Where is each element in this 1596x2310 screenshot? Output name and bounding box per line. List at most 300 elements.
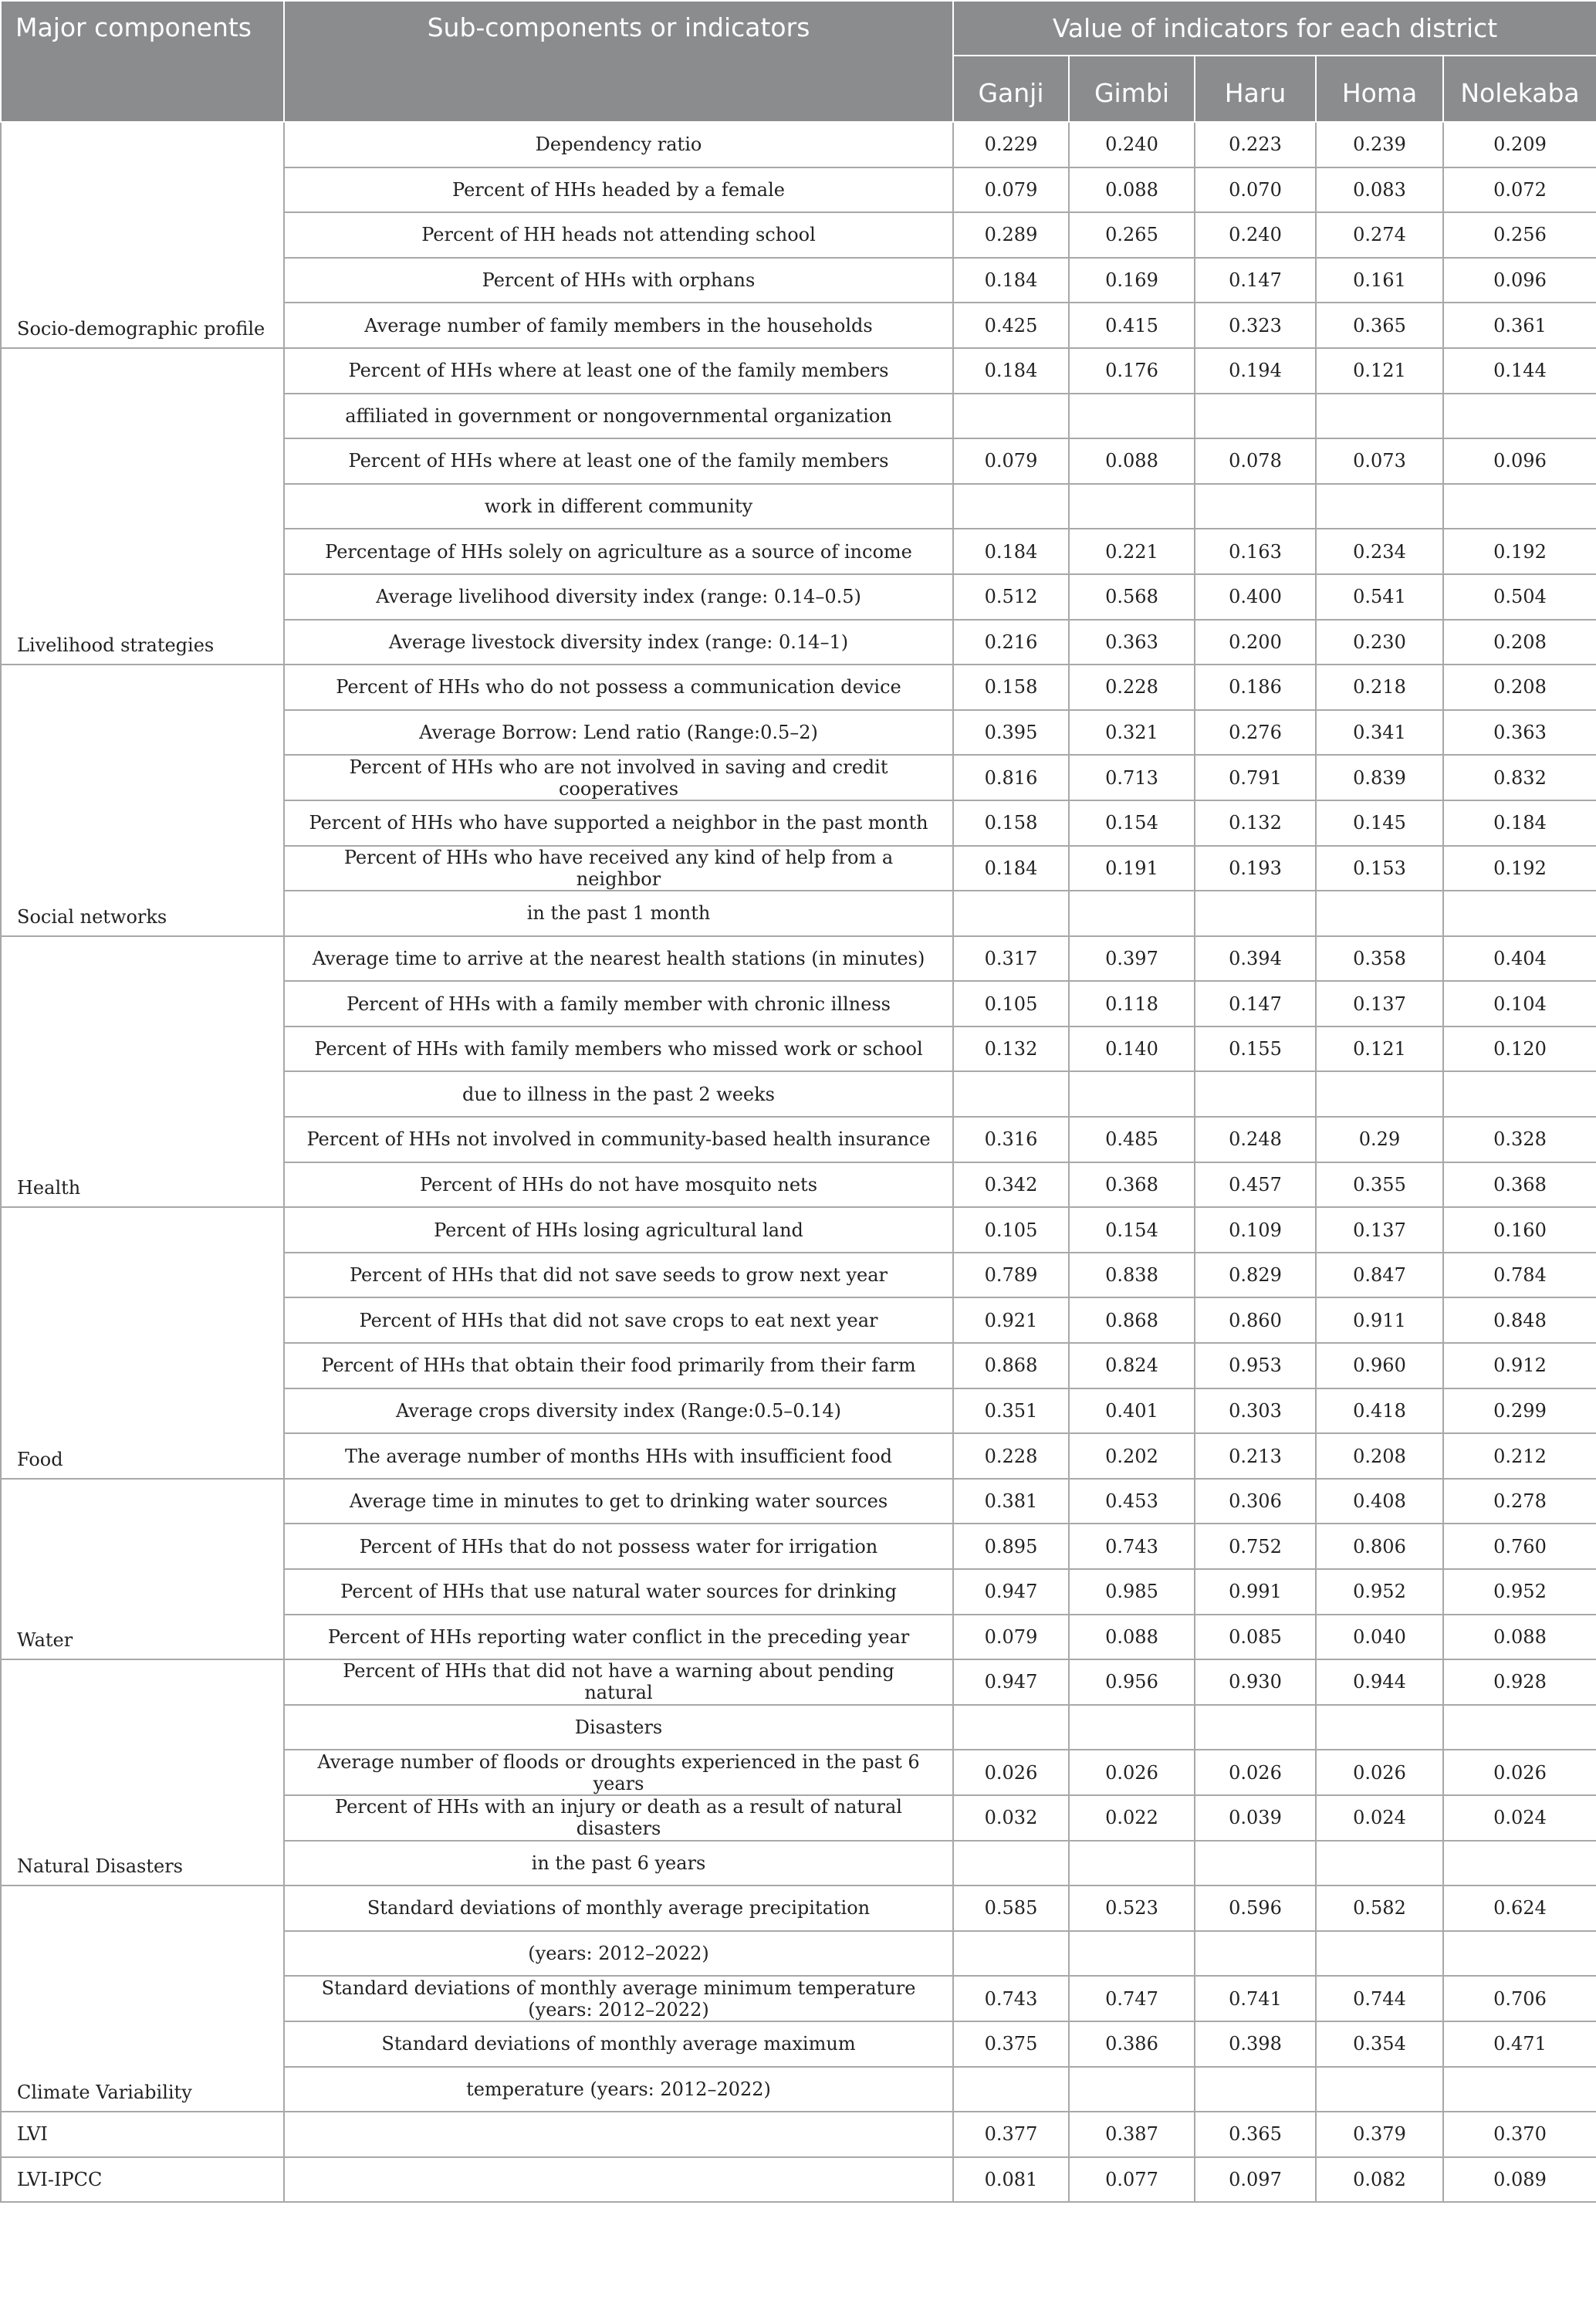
value-cell: 0.354	[1316, 2021, 1443, 2067]
value-cell	[1316, 394, 1443, 439]
indicator-label-cell: Average number of floods or droughts experienced in the past 6 years	[284, 1750, 953, 1795]
value-cell: 0.228	[1069, 665, 1195, 710]
value-cell: 0.985	[1069, 1569, 1195, 1615]
value-cell: 0.184	[953, 529, 1069, 574]
value-cell: 0.109	[1195, 1207, 1316, 1253]
value-cell: 0.401	[1069, 1388, 1195, 1434]
value-cell: 0.154	[1069, 1207, 1195, 1253]
value-cell	[1069, 891, 1195, 936]
table-row	[1, 348, 1596, 394]
value-cell: 0.193	[1195, 846, 1316, 891]
value-cell	[1195, 484, 1316, 529]
value-cell: 0.118	[1069, 981, 1195, 1026]
value-cell: 0.140	[1069, 1026, 1195, 1072]
value-cell: 0.485	[1069, 1117, 1195, 1162]
value-cell	[1316, 1841, 1443, 1886]
indicator-label-cell: affiliated in government or nongovernmental organization	[284, 394, 953, 439]
indicator-label-cell: Percent of HHs that obtain their food primarily from their farm	[284, 1343, 953, 1388]
value-cell: 0.184	[953, 846, 1069, 891]
value-cell: 0.144	[1443, 348, 1596, 394]
value-cell: 0.070	[1195, 167, 1316, 213]
value-cell: 0.121	[1316, 1026, 1443, 1072]
value-cell: 0.218	[1316, 665, 1443, 710]
indicator-label-cell: Percent of HHs that use natural water sources for drinking	[284, 1569, 953, 1615]
major-component-cell: Health	[1, 936, 284, 1208]
value-cell: 0.039	[1195, 1795, 1316, 1841]
major-component-cell: Climate Variability	[1, 1886, 284, 2112]
value-cell: 0.085	[1195, 1615, 1316, 1660]
value-cell	[953, 2067, 1069, 2112]
value-cell: 0.132	[953, 1026, 1069, 1072]
value-cell: 0.341	[1316, 710, 1443, 756]
value-cell: 0.299	[1443, 1388, 1596, 1434]
value-cell: 0.365	[1316, 303, 1443, 348]
value-cell: 0.541	[1316, 574, 1443, 620]
indicator-label-cell: Average crops diversity index (Range:0.5–0.14)	[284, 1388, 953, 1434]
value-cell: 0.145	[1316, 800, 1443, 846]
value-cell: 0.239	[1316, 122, 1443, 167]
index-value-cell: 0.377	[953, 2112, 1069, 2157]
value-cell: 0.457	[1195, 1162, 1316, 1208]
value-cell: 0.169	[1069, 258, 1195, 303]
value-cell: 0.921	[953, 1297, 1069, 1343]
value-cell: 0.163	[1195, 529, 1316, 574]
value-cell: 0.504	[1443, 574, 1596, 620]
value-cell: 0.240	[1069, 122, 1195, 167]
indicator-label-cell: Percent of HHs reporting water conflict in the preceding year	[284, 1615, 953, 1660]
value-cell: 0.784	[1443, 1253, 1596, 1298]
value-cell: 0.105	[953, 1207, 1069, 1253]
value-cell: 0.137	[1316, 981, 1443, 1026]
value-cell: 0.096	[1443, 258, 1596, 303]
value-cell: 0.752	[1195, 1524, 1316, 1569]
indicator-label-cell: Percent of HHs that do not possess water for irrigation	[284, 1524, 953, 1569]
value-cell: 0.306	[1195, 1479, 1316, 1524]
value-cell: 0.816	[953, 755, 1069, 800]
index-row	[1, 2157, 1596, 2203]
value-cell: 0.317	[953, 936, 1069, 982]
value-cell	[1443, 484, 1596, 529]
value-cell	[1443, 1705, 1596, 1750]
value-cell: 0.991	[1195, 1569, 1316, 1615]
indicator-label-cell: Percent of HHs with an injury or death as a result of natural disasters	[284, 1795, 953, 1841]
district-header-ganji: Ganji	[953, 56, 1069, 122]
value-cell: 0.952	[1316, 1569, 1443, 1615]
value-cell: 0.386	[1069, 2021, 1195, 2067]
value-cell	[1069, 394, 1195, 439]
value-cell: 0.582	[1316, 1886, 1443, 1931]
value-cell: 0.154	[1069, 800, 1195, 846]
indicator-label-cell: in the past 1 month	[284, 891, 953, 936]
value-cell: 0.29	[1316, 1117, 1443, 1162]
value-cell: 0.132	[1195, 800, 1316, 846]
value-cell	[1069, 1931, 1195, 1977]
indicator-label-cell: Percent of HHs with family members who missed work or school	[284, 1026, 953, 1072]
value-cell: 0.194	[1195, 348, 1316, 394]
table-row	[1, 936, 1596, 982]
indicator-label-cell: Percent of HHs that did not have a warning about pending natural	[284, 1659, 953, 1705]
indicator-label-cell: Percent of HHs that did not save seeds to grow next year	[284, 1253, 953, 1298]
value-cell: 0.088	[1443, 1615, 1596, 1660]
value-cell: 0.026	[1069, 1750, 1195, 1795]
district-header-gimbi: Gimbi	[1069, 56, 1195, 122]
value-cell: 0.512	[953, 574, 1069, 620]
value-cell: 0.104	[1443, 981, 1596, 1026]
value-cell: 0.760	[1443, 1524, 1596, 1569]
indicator-label-cell: (years: 2012–2022)	[284, 1931, 953, 1977]
index-value-cell: 0.365	[1195, 2112, 1316, 2157]
value-cell	[1316, 1931, 1443, 1977]
value-cell: 0.026	[1443, 1750, 1596, 1795]
value-cell: 0.303	[1195, 1388, 1316, 1434]
value-cell: 0.418	[1316, 1388, 1443, 1434]
indicator-label-cell: in the past 6 years	[284, 1841, 953, 1886]
value-cell: 0.276	[1195, 710, 1316, 756]
index-empty-cell	[284, 2157, 953, 2203]
value-cell: 0.425	[953, 303, 1069, 348]
value-cell: 0.191	[1069, 846, 1195, 891]
value-cell: 0.415	[1069, 303, 1195, 348]
value-cell: 0.223	[1195, 122, 1316, 167]
indicator-label-cell: Disasters	[284, 1705, 953, 1750]
value-cell: 0.184	[953, 258, 1069, 303]
value-cell: 0.176	[1069, 348, 1195, 394]
value-cell	[1443, 1071, 1596, 1117]
indicator-label-cell: Average livestock diversity index (range: 0.14–1)	[284, 620, 953, 665]
value-cell	[1069, 2067, 1195, 2112]
indicator-label-cell: Percent of HHs headed by a female	[284, 167, 953, 213]
value-cell	[1195, 2067, 1316, 2112]
value-cell: 0.743	[1069, 1524, 1195, 1569]
value-cell: 0.208	[1316, 1433, 1443, 1479]
value-cell: 0.208	[1443, 665, 1596, 710]
value-cell: 0.096	[1443, 438, 1596, 484]
value-cell	[1316, 1705, 1443, 1750]
value-cell	[953, 1705, 1069, 1750]
value-cell: 0.186	[1195, 665, 1316, 710]
value-cell	[1195, 1841, 1316, 1886]
value-cell: 0.078	[1195, 438, 1316, 484]
indicator-label-cell: Percent of HHs who have received any kind of help from a neighbor	[284, 846, 953, 891]
value-cell: 0.153	[1316, 846, 1443, 891]
value-cell: 0.381	[953, 1479, 1069, 1524]
value-cell: 0.202	[1069, 1433, 1195, 1479]
value-cell: 0.351	[953, 1388, 1069, 1434]
value-cell: 0.868	[953, 1343, 1069, 1388]
value-cell: 0.944	[1316, 1659, 1443, 1705]
major-component-cell: Livelihood strategies	[1, 348, 284, 665]
index-empty-cell	[284, 2112, 953, 2157]
value-cell	[953, 1841, 1069, 1886]
value-cell: 0.912	[1443, 1343, 1596, 1388]
indicator-label-cell: Percent of HH heads not attending school	[284, 212, 953, 258]
value-cell: 0.743	[953, 1976, 1069, 2021]
index-label-cell: LVI-IPCC	[1, 2157, 284, 2203]
table-row	[1, 665, 1596, 710]
value-cell: 0.184	[953, 348, 1069, 394]
indicator-label-cell: Percent of HHs losing agricultural land	[284, 1207, 953, 1253]
value-cell: 0.083	[1316, 167, 1443, 213]
district-header-nolekaba: Nolekaba	[1443, 56, 1596, 122]
value-cell: 0.216	[953, 620, 1069, 665]
value-cell: 0.209	[1443, 122, 1596, 167]
indicator-label-cell: Average time to arrive at the nearest health stations (in minutes)	[284, 936, 953, 982]
major-component-cell: Natural Disasters	[1, 1659, 284, 1886]
value-cell	[1443, 1841, 1596, 1886]
indicator-label-cell: Average livelihood diversity index (range: 0.14–0.5)	[284, 574, 953, 620]
value-cell: 0.155	[1195, 1026, 1316, 1072]
value-cell: 0.024	[1443, 1795, 1596, 1841]
value-cell: 0.072	[1443, 167, 1596, 213]
value-cell: 0.105	[953, 981, 1069, 1026]
value-cell: 0.838	[1069, 1253, 1195, 1298]
value-cell: 0.192	[1443, 529, 1596, 574]
indicator-label-cell: temperature (years: 2012–2022)	[284, 2067, 953, 2112]
index-value-cell: 0.370	[1443, 2112, 1596, 2157]
value-cell: 0.323	[1195, 303, 1316, 348]
value-cell	[1195, 1071, 1316, 1117]
value-cell	[1195, 1931, 1316, 1977]
table-row	[1, 1207, 1596, 1253]
value-cell	[1443, 891, 1596, 936]
value-cell: 0.568	[1069, 574, 1195, 620]
table-row	[1, 1659, 1596, 1705]
table-row	[1, 122, 1596, 167]
value-cell: 0.158	[953, 800, 1069, 846]
indicator-label-cell: Percent of HHs who are not involved in saving and credit cooperatives	[284, 755, 953, 800]
value-cell	[953, 891, 1069, 936]
indicator-label-cell: Percent of HHs who have supported a neighbor in the past month	[284, 800, 953, 846]
value-cell: 0.400	[1195, 574, 1316, 620]
value-cell: 0.358	[1316, 936, 1443, 982]
value-cell: 0.026	[1195, 1750, 1316, 1795]
value-cell: 0.956	[1069, 1659, 1195, 1705]
value-cell	[953, 1931, 1069, 1977]
value-cell	[1316, 2067, 1443, 2112]
value-cell: 0.596	[1195, 1886, 1316, 1931]
value-cell: 0.408	[1316, 1479, 1443, 1524]
table-body	[1, 122, 1596, 2202]
index-value-cell: 0.081	[953, 2157, 1069, 2203]
value-cell	[1195, 1705, 1316, 1750]
major-component-cell: Water	[1, 1479, 284, 1659]
table-row	[1, 1479, 1596, 1524]
sub-components-header: Sub-components or indicators	[284, 1, 953, 122]
value-cell	[1069, 1841, 1195, 1886]
value-cell	[1443, 2067, 1596, 2112]
value-cell: 0.147	[1195, 258, 1316, 303]
indicator-label-cell: Dependency ratio	[284, 122, 953, 167]
value-cell	[1443, 394, 1596, 439]
value-cell: 0.860	[1195, 1297, 1316, 1343]
value-cell: 0.234	[1316, 529, 1443, 574]
value-cell: 0.228	[953, 1433, 1069, 1479]
value-cell: 0.328	[1443, 1117, 1596, 1162]
value-cell: 0.585	[953, 1886, 1069, 1931]
value-cell: 0.368	[1069, 1162, 1195, 1208]
indicator-label-cell: The average number of months HHs with insufficient food	[284, 1433, 953, 1479]
value-cell: 0.868	[1069, 1297, 1195, 1343]
value-cell: 0.040	[1316, 1615, 1443, 1660]
indicator-label-cell: Average number of family members in the households	[284, 303, 953, 348]
value-cell: 0.278	[1443, 1479, 1596, 1524]
value-cell: 0.032	[953, 1795, 1069, 1841]
value-cell	[953, 394, 1069, 439]
value-cell: 0.079	[953, 1615, 1069, 1660]
value-cell: 0.158	[953, 665, 1069, 710]
value-cell: 0.274	[1316, 212, 1443, 258]
index-value-cell: 0.379	[1316, 2112, 1443, 2157]
value-cell	[1195, 891, 1316, 936]
value-cell: 0.363	[1443, 710, 1596, 756]
indicator-label-cell: work in different community	[284, 484, 953, 529]
value-cell: 0.361	[1443, 303, 1596, 348]
indicator-label-cell: Standard deviations of monthly average maximum	[284, 2021, 953, 2067]
value-cell: 0.706	[1443, 1976, 1596, 2021]
value-cell: 0.073	[1316, 438, 1443, 484]
value-cell: 0.791	[1195, 755, 1316, 800]
district-value-header: Value of indicators for each district	[953, 1, 1596, 56]
value-cell	[953, 484, 1069, 529]
index-row	[1, 2112, 1596, 2157]
value-cell: 0.024	[1316, 1795, 1443, 1841]
value-cell: 0.184	[1443, 800, 1596, 846]
indicator-label-cell: due to illness in the past 2 weeks	[284, 1071, 953, 1117]
value-cell: 0.240	[1195, 212, 1316, 258]
table-row	[1, 1886, 1596, 1931]
value-cell	[1195, 394, 1316, 439]
value-cell: 0.208	[1443, 620, 1596, 665]
index-value-cell: 0.097	[1195, 2157, 1316, 2203]
indicator-label-cell: Percent of HHs not involved in community-based health insurance	[284, 1117, 953, 1162]
value-cell: 0.806	[1316, 1524, 1443, 1569]
value-cell: 0.256	[1443, 212, 1596, 258]
value-cell: 0.832	[1443, 755, 1596, 800]
value-cell: 0.192	[1443, 846, 1596, 891]
district-header-haru: Haru	[1195, 56, 1316, 122]
value-cell: 0.952	[1443, 1569, 1596, 1615]
index-value-cell: 0.077	[1069, 2157, 1195, 2203]
value-cell	[953, 1071, 1069, 1117]
value-cell	[1316, 891, 1443, 936]
indicator-label-cell: Standard deviations of monthly average precipitation	[284, 1886, 953, 1931]
value-cell: 0.229	[953, 122, 1069, 167]
value-cell: 0.398	[1195, 2021, 1316, 2067]
value-cell	[1316, 484, 1443, 529]
value-cell: 0.741	[1195, 1976, 1316, 2021]
major-component-cell: Socio-demographic profile	[1, 122, 284, 348]
value-cell: 0.321	[1069, 710, 1195, 756]
value-cell: 0.747	[1069, 1976, 1195, 2021]
value-cell: 0.928	[1443, 1659, 1596, 1705]
value-cell: 0.213	[1195, 1433, 1316, 1479]
indicator-label-cell: Average time in minutes to get to drinking water sources	[284, 1479, 953, 1524]
value-cell: 0.395	[953, 710, 1069, 756]
indicator-label-cell: Percent of HHs that did not save crops to eat next year	[284, 1297, 953, 1343]
value-cell: 0.200	[1195, 620, 1316, 665]
value-cell: 0.824	[1069, 1343, 1195, 1388]
major-component-cell: Food	[1, 1207, 284, 1479]
value-cell	[1069, 1071, 1195, 1117]
value-cell: 0.363	[1069, 620, 1195, 665]
value-cell: 0.847	[1316, 1253, 1443, 1298]
indicator-label-cell: Percent of HHs do not have mosquito nets	[284, 1162, 953, 1208]
value-cell	[1069, 484, 1195, 529]
index-value-cell: 0.387	[1069, 2112, 1195, 2157]
value-cell: 0.221	[1069, 529, 1195, 574]
value-cell: 0.829	[1195, 1253, 1316, 1298]
indicator-label-cell: Standard deviations of monthly average minimum temperature (years: 2012–2022)	[284, 1976, 953, 2021]
value-cell: 0.160	[1443, 1207, 1596, 1253]
index-value-cell: 0.089	[1443, 2157, 1596, 2203]
value-cell: 0.947	[953, 1659, 1069, 1705]
value-cell: 0.079	[953, 438, 1069, 484]
value-cell: 0.161	[1316, 258, 1443, 303]
value-cell: 0.022	[1069, 1795, 1195, 1841]
value-cell: 0.121	[1316, 348, 1443, 394]
value-cell: 0.947	[953, 1569, 1069, 1615]
value-cell: 0.394	[1195, 936, 1316, 982]
value-cell	[1316, 1071, 1443, 1117]
value-cell: 0.342	[953, 1162, 1069, 1208]
indicator-label-cell: Percent of HHs with orphans	[284, 258, 953, 303]
value-cell: 0.713	[1069, 755, 1195, 800]
value-cell: 0.289	[953, 212, 1069, 258]
indicator-label-cell: Percent of HHs who do not possess a communication device	[284, 665, 953, 710]
value-cell: 0.147	[1195, 981, 1316, 1026]
value-cell: 0.375	[953, 2021, 1069, 2067]
value-cell: 0.624	[1443, 1886, 1596, 1931]
indicator-label-cell: Average Borrow: Lend ratio (Range:0.5–2)	[284, 710, 953, 756]
value-cell: 0.120	[1443, 1026, 1596, 1072]
value-cell: 0.953	[1195, 1343, 1316, 1388]
value-cell: 0.355	[1316, 1162, 1443, 1208]
value-cell: 0.368	[1443, 1162, 1596, 1208]
indicator-label-cell: Percent of HHs where at least one of the family members	[284, 438, 953, 484]
value-cell: 0.911	[1316, 1297, 1443, 1343]
value-cell: 0.960	[1316, 1343, 1443, 1388]
value-cell	[1443, 1931, 1596, 1977]
value-cell: 0.789	[953, 1253, 1069, 1298]
value-cell: 0.212	[1443, 1433, 1596, 1479]
value-cell: 0.404	[1443, 936, 1596, 982]
value-cell: 0.316	[953, 1117, 1069, 1162]
value-cell: 0.079	[953, 167, 1069, 213]
value-cell: 0.397	[1069, 936, 1195, 982]
district-header-homa: Homa	[1316, 56, 1443, 122]
value-cell: 0.930	[1195, 1659, 1316, 1705]
value-cell: 0.026	[1316, 1750, 1443, 1795]
indicator-label-cell: Percentage of HHs solely on agriculture as a source of income	[284, 529, 953, 574]
value-cell: 0.839	[1316, 755, 1443, 800]
value-cell: 0.523	[1069, 1886, 1195, 1931]
table-header	[1, 1, 1596, 122]
value-cell: 0.744	[1316, 1976, 1443, 2021]
indicator-label-cell: Percent of HHs where at least one of the family members	[284, 348, 953, 394]
value-cell: 0.471	[1443, 2021, 1596, 2067]
value-cell: 0.088	[1069, 1615, 1195, 1660]
major-component-cell: Social networks	[1, 665, 284, 936]
major-components-header: Major components	[1, 1, 284, 122]
indicator-label-cell: Percent of HHs with a family member with chronic illness	[284, 981, 953, 1026]
value-cell: 0.248	[1195, 1117, 1316, 1162]
value-cell	[1069, 1705, 1195, 1750]
value-cell: 0.026	[953, 1750, 1069, 1795]
value-cell: 0.265	[1069, 212, 1195, 258]
value-cell: 0.230	[1316, 620, 1443, 665]
index-value-cell: 0.082	[1316, 2157, 1443, 2203]
value-cell: 0.088	[1069, 438, 1195, 484]
